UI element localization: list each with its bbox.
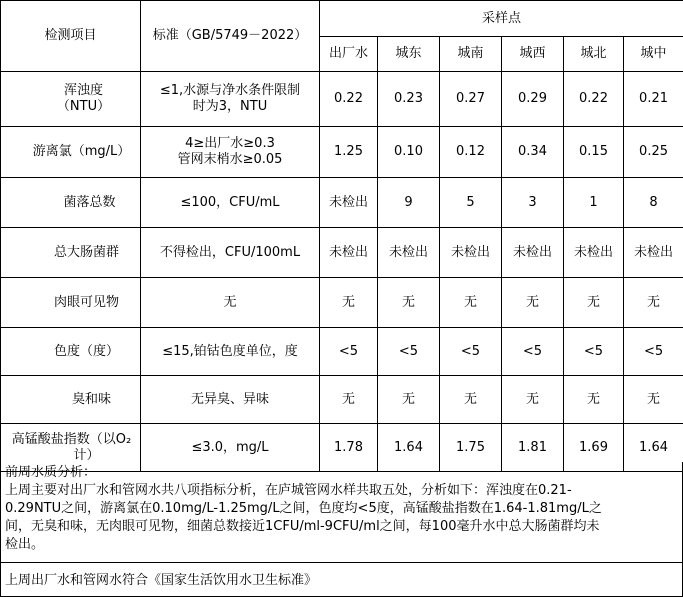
value-cell: 1.64	[624, 424, 683, 472]
standard-cell: ≤3.0，mg/L	[141, 424, 320, 472]
standard-cell: ≤100，CFU/mL	[141, 178, 320, 228]
value-cell: <5	[624, 328, 683, 376]
value-cell: 无	[502, 278, 564, 328]
value-cell: 1	[564, 178, 624, 228]
item-label: （NTU）	[56, 99, 111, 114]
item-cell: 臭和味	[1, 376, 141, 424]
notes-line: 上周主要对出厂水和管网水共八项指标分析，在庐城管网水样共取五处，分析如下：浑浊度在0.21-	[5, 483, 572, 498]
standard-cell: 不得检出，CFU/100mL	[141, 228, 320, 278]
value-cell: 1.78	[320, 424, 378, 472]
value-cell: 1.75	[440, 424, 502, 472]
item-label: 计）	[73, 447, 100, 463]
value-cell: 0.29	[502, 72, 564, 127]
notes-line: 检出。	[5, 537, 45, 552]
standard-cell: ≤15,铂钴色度单位，度	[141, 328, 320, 376]
standard-column-header: 标准（GB/5749－2022）	[141, 1, 320, 72]
item-cell	[1, 72, 141, 127]
value-cell: 3	[502, 178, 564, 228]
header-row-top	[1, 1, 683, 37]
value-cell: 0.21	[624, 72, 683, 127]
value-cell: 0.12	[440, 127, 502, 178]
value-cell: 未检出	[320, 178, 378, 228]
notes-line: 0.29NTU之间，游离氯在0.10mg/L-1.25mg/L之间，色度均<5度，高锰酸盐指数在1.64-1.81mg/L之	[5, 501, 602, 516]
table-row	[1, 228, 683, 278]
notes-divider	[1, 562, 682, 563]
value-cell: <5	[564, 328, 624, 376]
value-cell: <5	[320, 328, 378, 376]
value-cell: 未检出	[564, 228, 624, 278]
sample-points-header: 采样点	[320, 1, 683, 37]
value-cell: <5	[440, 328, 502, 376]
value-cell: 无	[440, 376, 502, 424]
value-cell: <5	[378, 328, 440, 376]
value-cell: 未检出	[624, 228, 683, 278]
analysis-notes	[0, 462, 683, 597]
value-cell: 未检出	[378, 228, 440, 278]
standard-cell	[141, 72, 320, 127]
standard-text: 4≥出厂水≥0.3	[185, 136, 275, 151]
value-cell: 无	[564, 376, 624, 424]
value-cell: 0.34	[502, 127, 564, 178]
value-cell: 5	[440, 178, 502, 228]
value-cell: 无	[564, 278, 624, 328]
standard-text: 管网末梢水≥0.05	[177, 152, 283, 167]
notes-heading: 前周水质分析：	[5, 465, 97, 480]
site-header: 城北	[564, 37, 624, 72]
value-cell: 未检出	[502, 228, 564, 278]
item-column-header: 检测项目	[1, 1, 141, 72]
item-cell: 色度（度）	[1, 328, 141, 376]
analysis-text	[5, 464, 677, 554]
standard-cell	[141, 127, 320, 178]
value-cell: 0.23	[378, 72, 440, 127]
value-cell: 未检出	[440, 228, 502, 278]
standard-text: 时为3，NTU	[192, 99, 268, 114]
site-header: 出厂水	[320, 37, 378, 72]
value-cell: 无	[440, 278, 502, 328]
site-header: 城南	[440, 37, 502, 72]
item-label: 浑浊度	[63, 83, 103, 98]
notes-line: 间，无臭和味，无肉眼可见物，细菌总数接近1CFU/ml-9CFU/ml之间，每100毫升水中总大肠菌群均未	[5, 519, 600, 534]
item-cell: 菌落总数	[1, 178, 141, 228]
conclusion-text: 上周出厂水和管网水符合《国家生活饮用水卫生标准》	[5, 573, 318, 588]
site-header: 城中	[624, 37, 683, 72]
table-row	[1, 127, 683, 178]
value-cell: 0.10	[378, 127, 440, 178]
value-cell: 无	[378, 278, 440, 328]
table-row	[1, 328, 683, 376]
value-cell: 1.81	[502, 424, 564, 472]
value-cell: 1.25	[320, 127, 378, 178]
value-cell: 未检出	[320, 228, 378, 278]
value-cell: 无	[624, 278, 683, 328]
value-cell: 0.25	[624, 127, 683, 178]
value-cell: 8	[624, 178, 683, 228]
item-cell: 总大肠菌群	[1, 228, 141, 278]
value-cell: 无	[378, 376, 440, 424]
value-cell: 0.22	[564, 72, 624, 127]
item-cell: 肉眼可见物	[1, 278, 141, 328]
value-cell: 9	[378, 178, 440, 228]
value-cell: <5	[502, 328, 564, 376]
value-cell: 0.22	[320, 72, 378, 127]
value-cell: 0.27	[440, 72, 502, 127]
table-row	[1, 72, 683, 127]
standard-cell: 无	[141, 278, 320, 328]
table-row	[1, 376, 683, 424]
value-cell: 1.69	[564, 424, 624, 472]
site-header: 城东	[378, 37, 440, 72]
table-row	[1, 278, 683, 328]
value-cell: 1.64	[378, 424, 440, 472]
value-cell: 无	[320, 376, 378, 424]
value-cell: 无	[502, 376, 564, 424]
site-header: 城西	[502, 37, 564, 72]
standard-text: ≤1,水源与净水条件限制	[159, 83, 301, 98]
standard-cell: 无异臭、异味	[141, 376, 320, 424]
item-cell: 游离氯（mg/L）	[1, 127, 141, 178]
value-cell: 无	[320, 278, 378, 328]
item-label: 高锰酸盐指数（以O₂	[11, 431, 132, 447]
value-cell: 0.15	[564, 127, 624, 178]
value-cell: 无	[624, 376, 683, 424]
table-row	[1, 178, 683, 228]
